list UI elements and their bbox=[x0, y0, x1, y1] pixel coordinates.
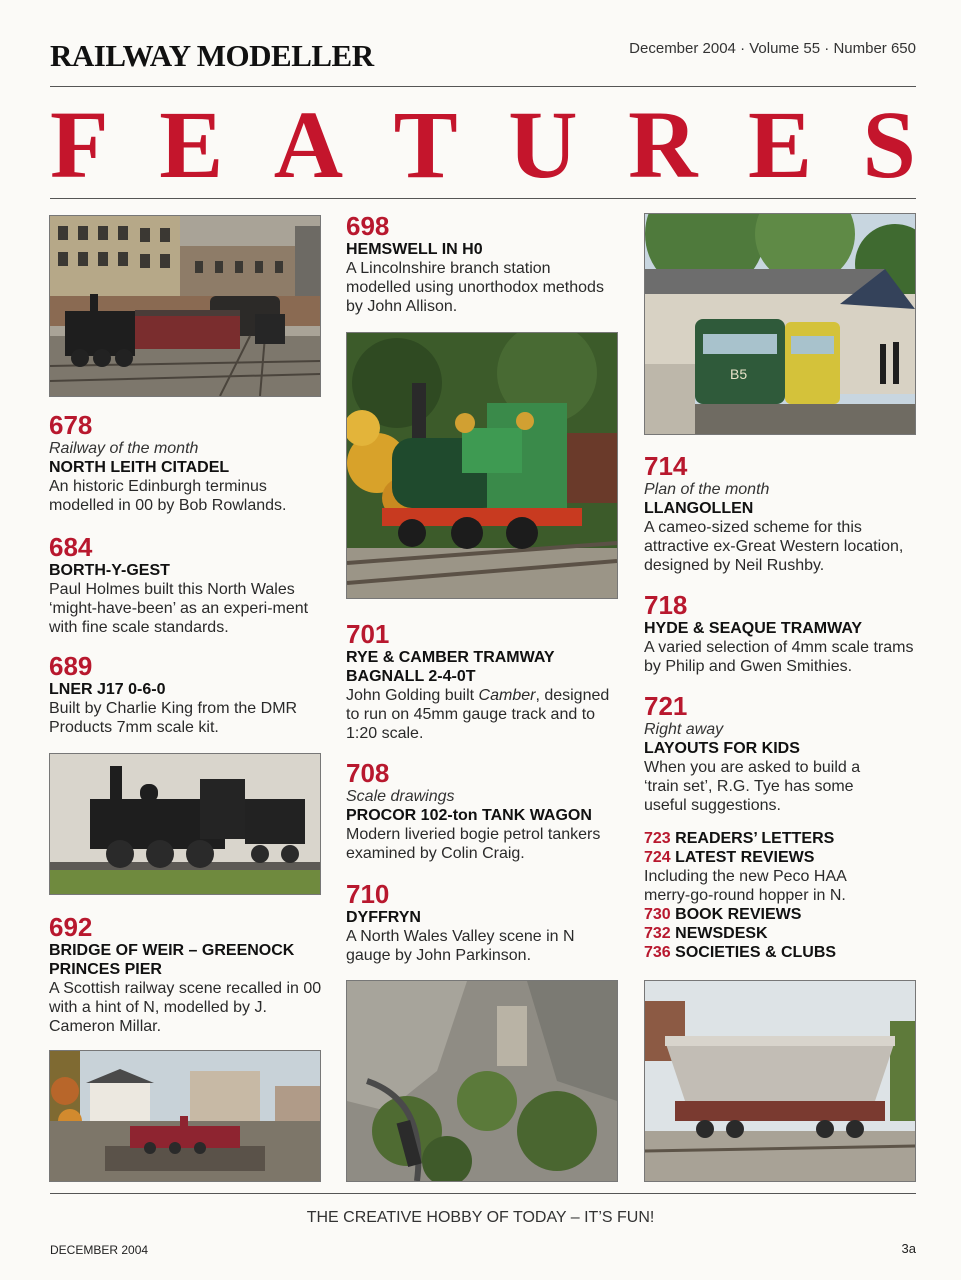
article-description: When you are asked to build a ‘train set’, R.G. Tye has some useful suggestions. bbox=[644, 759, 861, 814]
regular-730[interactable] bbox=[644, 905, 919, 924]
tank-loco-photo[interactable] bbox=[346, 332, 618, 599]
article-description: An historic Edinburgh terminus modelled in 00 by Bob Rowlands. bbox=[49, 478, 287, 514]
regular-description: Including the new Peco HAA merry-go-round hopper in N. bbox=[644, 868, 846, 904]
regular-title: SOCIETIES & CLUBS bbox=[675, 944, 837, 961]
footer-page-number: 3a bbox=[901, 1241, 916, 1256]
terminus-photo[interactable] bbox=[49, 215, 321, 397]
page-number: 710 bbox=[346, 879, 390, 909]
regular-title: READERS’ LETTERS bbox=[675, 830, 835, 847]
article-718[interactable] bbox=[644, 591, 924, 676]
valley-photo[interactable] bbox=[346, 980, 618, 1182]
regulars-list bbox=[644, 829, 919, 962]
article-708[interactable] bbox=[346, 759, 616, 863]
header-rule bbox=[50, 86, 916, 87]
regular-title: NEWSDESK bbox=[675, 925, 768, 942]
regular-736[interactable] bbox=[644, 943, 919, 962]
page-number: 698 bbox=[346, 211, 390, 241]
desc-text: , designed to run on 45mm gauge track and to 1:20 scale. bbox=[346, 687, 610, 742]
article-title: BORTH-Y-GEST bbox=[49, 562, 170, 579]
article-678[interactable] bbox=[49, 411, 324, 515]
article-684[interactable] bbox=[49, 533, 324, 637]
dock-scene-photo[interactable] bbox=[49, 1050, 321, 1182]
dmu-photo[interactable] bbox=[644, 213, 916, 435]
regular-724[interactable] bbox=[644, 848, 919, 867]
page-number: 736 bbox=[644, 944, 671, 961]
page-number: 689 bbox=[49, 651, 93, 681]
desc-emphasis: Camber bbox=[478, 687, 536, 704]
heading-letter: E bbox=[747, 91, 812, 198]
article-description: Paul Holmes built this North Wales ‘might-have-been’ as an experi-ment with fine scale standards. bbox=[49, 581, 309, 636]
regular-723[interactable] bbox=[644, 829, 919, 848]
heading-letter: R bbox=[628, 91, 698, 198]
heading-letter: U bbox=[508, 91, 578, 198]
page-number: 678 bbox=[49, 410, 93, 440]
article-title: LNER J17 0-6-0 bbox=[49, 681, 166, 698]
article-698[interactable] bbox=[346, 212, 606, 316]
page-number: 732 bbox=[644, 925, 671, 942]
heading-letter: S bbox=[862, 91, 916, 198]
page-number: 708 bbox=[346, 758, 390, 788]
article-kicker: Right away bbox=[644, 721, 724, 738]
regular-title: LATEST REVIEWS bbox=[675, 849, 815, 866]
page-number: 701 bbox=[346, 619, 390, 649]
article-721[interactable] bbox=[644, 692, 894, 815]
heading-letter: F bbox=[50, 91, 109, 198]
article-description bbox=[346, 686, 611, 743]
footer-rule bbox=[50, 1193, 916, 1194]
page-number: 684 bbox=[49, 532, 93, 562]
article-title: LLANGOLLEN bbox=[644, 500, 754, 517]
article-description: Built by Charlie King from the DMR Products 7mm scale kit. bbox=[49, 700, 298, 736]
article-title: HEMSWELL IN H0 bbox=[346, 241, 483, 258]
article-description: A Scottish railway scene recalled in 00 with a hint of N, modelled by J. Cameron Millar. bbox=[49, 980, 322, 1035]
article-description: A cameo-sized scheme for this attractive ex-Great Western location, designed by Neil Rushby. bbox=[644, 519, 904, 574]
page-number: 721 bbox=[644, 691, 688, 721]
page-number: 730 bbox=[644, 906, 671, 923]
regular-732[interactable] bbox=[644, 924, 919, 943]
page-number: 724 bbox=[644, 849, 671, 866]
article-description: A varied selection of 4mm scale trams by Philip and Gwen Smithies. bbox=[644, 639, 914, 675]
tagline: THE CREATIVE HOBBY OF TODAY – IT’S FUN! bbox=[306, 1209, 655, 1226]
page-number: 718 bbox=[644, 590, 688, 620]
article-kicker: Railway of the month bbox=[49, 440, 199, 457]
hopper-photo[interactable] bbox=[644, 980, 916, 1182]
masthead: RAILWAY MODELLER bbox=[50, 38, 374, 73]
issue-line: December 2004 · Volume 55 · Number 650 bbox=[629, 40, 916, 57]
article-title: PROCOR 102-ton TANK WAGON bbox=[346, 807, 592, 824]
heading-letter: A bbox=[273, 91, 344, 198]
article-title: NORTH LEITH CITADEL bbox=[49, 459, 230, 476]
page-number: 714 bbox=[644, 451, 688, 481]
article-description: A Lincolnshire branch station modelled using unorthodox methods by John Allison. bbox=[346, 260, 604, 315]
page-number: 723 bbox=[644, 830, 671, 847]
article-692[interactable] bbox=[49, 913, 329, 1036]
heading-letter: E bbox=[159, 91, 224, 198]
article-title: LAYOUTS FOR KIDS bbox=[644, 740, 800, 757]
article-710[interactable] bbox=[346, 880, 611, 965]
article-title: DYFFRYN bbox=[346, 909, 421, 926]
page-number: 692 bbox=[49, 912, 93, 942]
features-heading bbox=[50, 91, 916, 198]
regular-title: BOOK REVIEWS bbox=[675, 906, 802, 923]
article-description: Modern liveried bogie petrol tankers examined by Colin Craig. bbox=[346, 826, 601, 862]
heading-letter: T bbox=[393, 91, 458, 198]
desc-text: John Golding built bbox=[346, 687, 479, 704]
article-title: RYE & CAMBER TRAMWAY BAGNALL 2-4-0T bbox=[346, 649, 555, 685]
footer-date: DECEMBER 2004 bbox=[50, 1243, 149, 1257]
article-kicker: Plan of the month bbox=[644, 481, 770, 498]
j17-photo[interactable] bbox=[49, 753, 321, 895]
article-title: BRIDGE OF WEIR – GREENOCK PRINCES PIER bbox=[49, 942, 295, 978]
article-description: A North Wales Valley scene in N gauge by John Parkinson. bbox=[346, 928, 575, 964]
article-714[interactable] bbox=[644, 452, 919, 575]
dmu-number-text: B5 bbox=[730, 366, 748, 382]
features-rule bbox=[50, 198, 916, 199]
article-689[interactable] bbox=[49, 652, 324, 737]
article-kicker: Scale drawings bbox=[346, 788, 455, 805]
article-701[interactable] bbox=[346, 620, 611, 743]
article-title: HYDE & SEAQUE TRAMWAY bbox=[644, 620, 863, 637]
